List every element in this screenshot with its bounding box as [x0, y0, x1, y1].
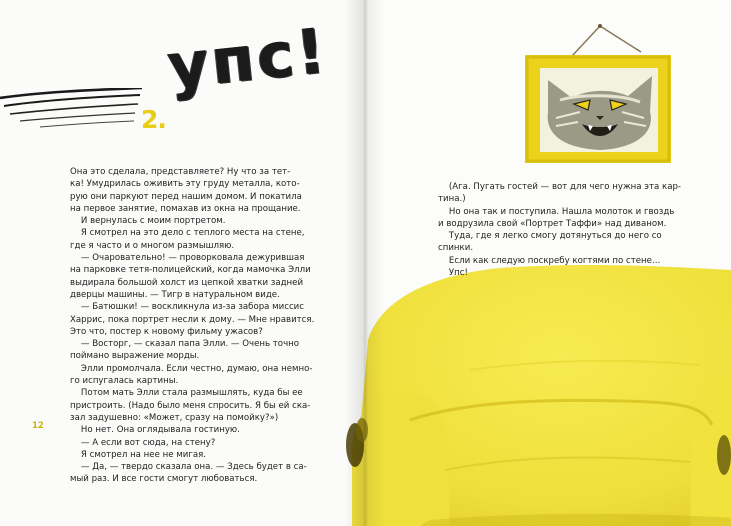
- text-line: дверцы машины. — Тигр в натуральном виде.: [70, 289, 280, 300]
- text-line: — Восторг, — сказал папа Элли. — Очень точно: [70, 339, 300, 350]
- text-line: Если как следую поскребу когтями по стене…: [438, 255, 661, 266]
- text-line: Я смотрел на нее не мигая.: [70, 449, 206, 460]
- text-line: Элли промолчала. Если честно, думаю, она немно-: [70, 363, 313, 374]
- text-line: тина.): [438, 194, 466, 205]
- text-line: Она это сделала, представляете? Ну что за тет-: [70, 167, 291, 177]
- text-line: Потом мать Элли стала размышлять, куда бы ее: [70, 388, 303, 399]
- text-line: — Да, — твердо сказала она. — Здесь будет в са-: [70, 462, 307, 473]
- right-page-text: [438, 181, 682, 279]
- brush-streaks: [0, 88, 150, 143]
- text-line: Это что, постер к новому фильму ужасов?: [70, 326, 263, 337]
- text-line: (Ага. Пугать гостей — вот для чего нужна эта кар-: [438, 182, 682, 192]
- text-line: Я смотрел на это дело с теплого места на стене,: [70, 228, 305, 239]
- text-line: и водрузила свой «Портрет Таффи» над диваном.: [438, 218, 667, 229]
- text-line: где я часто и о многом размышляю.: [70, 240, 235, 251]
- text-line: зал задушевно: «Может, сразу на помойку?»): [70, 412, 279, 423]
- text-line: — А если вот сюда, на стену?: [70, 437, 216, 448]
- text-line: Упс!: [438, 268, 468, 279]
- text-line: поймано выражение морды.: [70, 351, 200, 362]
- text-line: И вернулась с моим портретом.: [70, 216, 226, 227]
- text-line: спинки.: [438, 243, 474, 254]
- text-line: го испугалась картины.: [70, 376, 179, 387]
- chapter-title: упс!: [164, 13, 332, 103]
- left-page-text: [70, 166, 315, 486]
- text-line: пристроить. (Надо было меня спросить. Я бы ей ска-: [70, 400, 311, 411]
- chapter-number: 2.: [141, 105, 166, 134]
- page-number: 12: [32, 421, 44, 431]
- text-line: выдирала большой холст из цепкой хватки задней: [70, 277, 304, 288]
- text-line: ка! Умудрилась оживить эту груду металла, кото-: [70, 179, 300, 190]
- book-gutter: [345, 0, 385, 526]
- text-line: рую они паркуют перед нашим домом. И покатила: [70, 191, 302, 202]
- text-line: Харрис, пока портрет несли к дому. — Мне нравится.: [70, 314, 315, 325]
- text-line: Туда, где я легко смогу дотянуться до него со: [438, 231, 662, 242]
- text-line: — Батюшки! — воскликнула из-за забора миссис: [70, 302, 304, 313]
- text-line: на первое занятие, помахав из окна на прощание.: [70, 203, 301, 214]
- text-line: на парковке тетя-полицейский, когда мамочка Элли: [70, 265, 311, 276]
- text-line: мый раз. И все гости смогут любоваться.: [70, 474, 258, 485]
- text-line: — Очаровательно! — проворковала дежурившая: [70, 253, 305, 264]
- text-line: Но нет. Она оглядывала гостиную.: [70, 425, 240, 436]
- text-line: Но она так и поступила. Нашла молоток и гвоздь: [438, 206, 675, 217]
